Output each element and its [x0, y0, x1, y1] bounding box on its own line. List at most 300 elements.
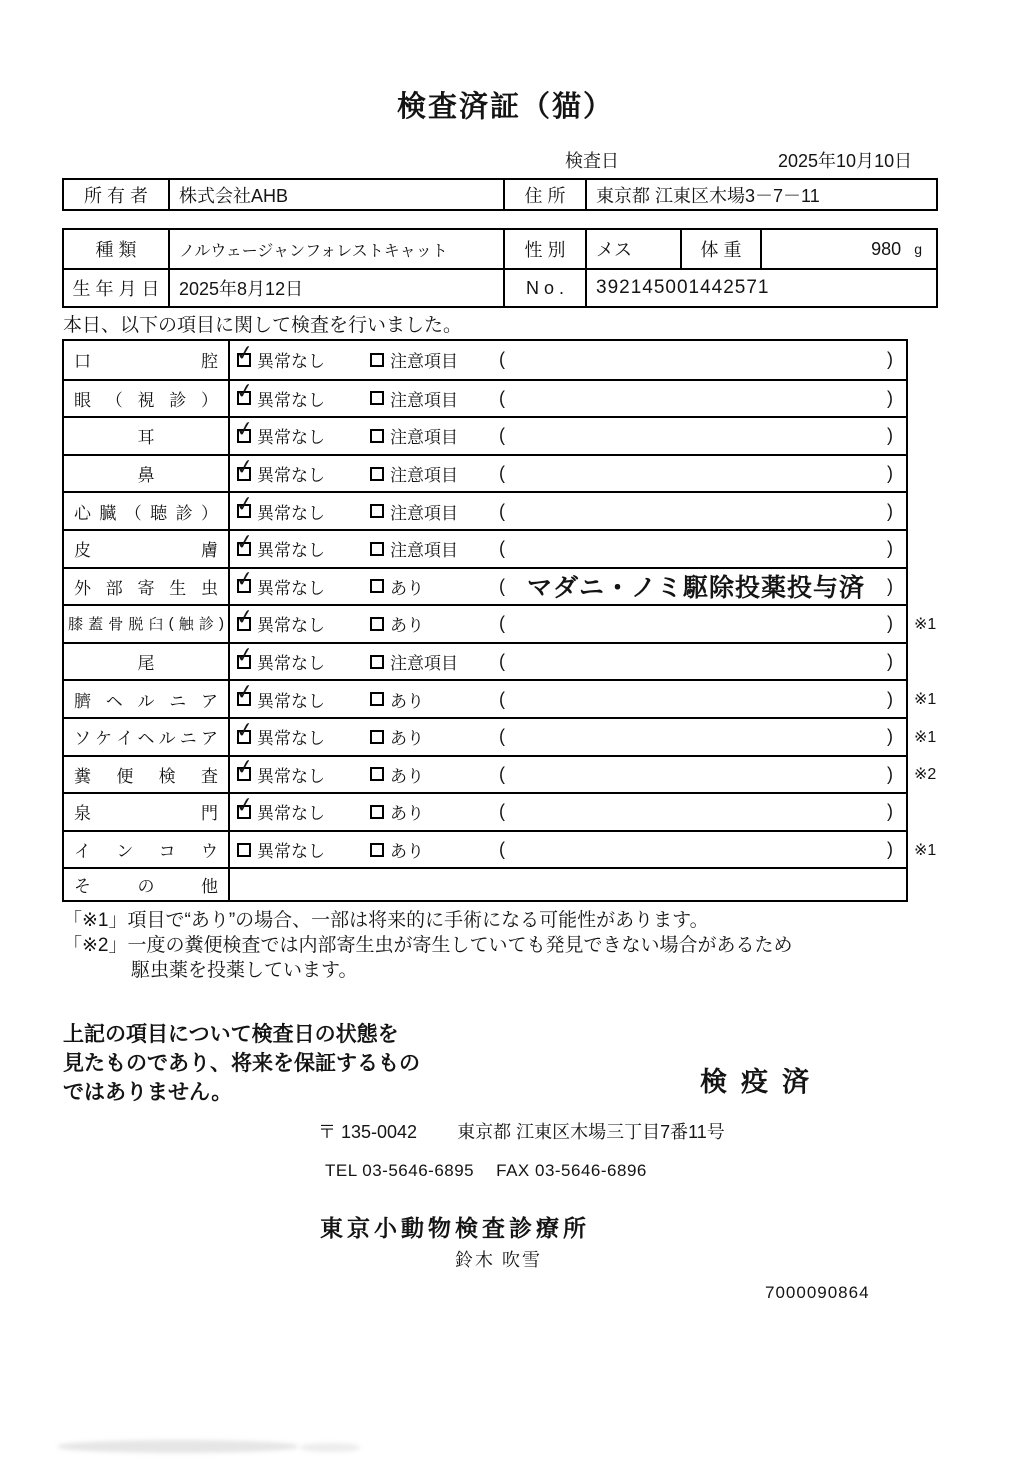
paren-close: )	[887, 349, 893, 370]
paren-close: )	[887, 575, 893, 596]
paren-open: (	[499, 575, 505, 596]
exam-item-name-char: 診	[169, 390, 187, 410]
normal-checkbox-group	[234, 604, 370, 636]
weight-value: 980	[871, 238, 902, 259]
exam-item-name-char: ヘ	[137, 729, 155, 749]
serial-number: 7000090864	[765, 1283, 870, 1302]
secondary-checkbox-group	[370, 649, 499, 674]
paren-close: )	[887, 839, 893, 860]
clinic-postal-line	[318, 1118, 725, 1144]
checkmark-icon: ✓	[234, 642, 256, 668]
no-label: No.	[525, 277, 569, 298]
paren-open: (	[499, 651, 505, 672]
disclaimer-line-1: 上記の項目について検査日の状態を	[63, 1023, 399, 1046]
secondary-checkbox	[370, 655, 384, 669]
secondary-checkbox-group	[370, 536, 499, 561]
exam-item-name-char: 部	[105, 578, 123, 598]
exam-item-name-char: 泉	[74, 804, 91, 824]
owner-table	[62, 178, 938, 211]
exam-item-name-char: 眼	[74, 390, 91, 410]
exam-item-name-char: ケ	[95, 729, 113, 749]
secondary-checkbox	[370, 429, 384, 443]
normal-checkbox	[234, 792, 256, 819]
normal-checkbox-label: 異常なし	[257, 541, 325, 561]
paren-open: (	[499, 688, 505, 709]
normal-checkbox	[234, 379, 256, 405]
no-value-cell	[587, 270, 936, 306]
exam-item-name-char: 診	[198, 616, 214, 634]
exam-item-name-char: 便	[116, 766, 134, 786]
exam-item-name-char: ）	[200, 503, 218, 523]
secondary-checkbox	[370, 391, 384, 405]
animal-table-row-1	[64, 230, 936, 268]
remark-area	[499, 501, 906, 522]
address-label: 住所	[524, 185, 571, 206]
normal-checkbox-label: 異常なし	[257, 654, 325, 674]
normal-checkbox-group	[234, 680, 370, 712]
secondary-checkbox-label: あり	[390, 691, 424, 711]
exam-item-name-char: 聴	[150, 503, 168, 523]
secondary-checkbox-label: 注意項目	[390, 428, 458, 448]
normal-checkbox-label: 異常なし	[257, 578, 325, 598]
remark-area	[499, 839, 906, 860]
exam-item-name-char: 蓋	[88, 616, 104, 634]
exam-row-body	[230, 569, 906, 605]
exam-table	[62, 339, 937, 902]
paren-open: (	[499, 613, 505, 634]
exam-item-name-char: 検	[158, 766, 176, 786]
normal-checkbox-group	[234, 492, 370, 524]
secondary-checkbox-group	[370, 386, 499, 411]
secondary-checkbox-group	[370, 762, 499, 787]
breed-label-cell	[64, 230, 170, 268]
scan-artifact	[58, 1440, 298, 1453]
paren-close: )	[887, 651, 893, 672]
breed-label: 種類	[95, 240, 142, 260]
exam-row	[64, 341, 906, 379]
exam-item-name	[64, 569, 230, 605]
exam-item-name-char: 視	[137, 390, 155, 410]
exam-item-name-char: 脱	[128, 616, 144, 634]
quarantine-stamp: 検疫済	[700, 1067, 823, 1097]
checkmark-icon: ✓	[234, 755, 256, 781]
exam-row-body	[230, 832, 906, 868]
normal-checkbox-label: 異常なし	[257, 466, 325, 486]
secondary-checkbox-label: 注意項目	[390, 654, 458, 674]
checkmark-icon: ✓	[234, 454, 256, 480]
exam-item-name-char: 膚	[201, 541, 218, 561]
address-label-cell	[505, 180, 587, 209]
paren-close: )	[887, 801, 893, 822]
breed-value-cell	[170, 230, 505, 268]
normal-checkbox-group	[234, 416, 370, 448]
secondary-checkbox	[370, 353, 384, 367]
paren-close: )	[887, 387, 893, 408]
address-value: 東京都 江東区木場3－7－11	[596, 185, 820, 206]
exam-row-body	[230, 531, 906, 567]
weight-label: 体重	[700, 240, 747, 260]
weight-label-cell	[682, 230, 762, 268]
remark-area	[499, 568, 906, 604]
secondary-checkbox	[370, 730, 384, 744]
exam-item-name-char: ア	[200, 729, 218, 749]
normal-checkbox-label: 異常なし	[257, 616, 325, 636]
exam-item-name-char: 診	[175, 503, 193, 523]
exam-note: ※1	[914, 691, 937, 709]
exam-row	[64, 642, 906, 680]
sex-value: メス	[596, 240, 632, 260]
normal-checkbox-label: 異常なし	[257, 428, 325, 448]
checkmark-icon: ✓	[234, 680, 256, 706]
inspection-date-value: 2025年10月10日	[778, 151, 913, 171]
exam-item-name-char: （	[105, 390, 123, 410]
birth-value-cell	[170, 270, 505, 306]
exam-item-name	[64, 832, 230, 868]
exam-item-name-char: (	[168, 615, 174, 633]
exam-item-name-char: 膝	[68, 616, 84, 634]
exam-item-name-char: ン	[116, 842, 134, 862]
secondary-checkbox-group	[370, 574, 499, 599]
exam-item-name	[64, 606, 230, 642]
normal-checkbox	[237, 843, 251, 857]
exam-item-name-char: 寄	[137, 578, 155, 598]
exam-row	[64, 717, 937, 755]
owner-label: 所有者	[84, 185, 153, 206]
footnote-1: 「※1」項目で“あり”の場合、一部は将来的に手術になる可能性があります。	[63, 910, 709, 931]
checkmark-icon: ✓	[234, 492, 256, 518]
normal-checkbox-group	[234, 529, 370, 561]
paren-open: (	[499, 349, 505, 370]
checkmark-icon: ✓	[234, 416, 256, 443]
exam-item-name-char: 生	[169, 578, 187, 598]
no-label-cell	[505, 270, 587, 306]
remark-area	[499, 801, 906, 822]
owner-value: 株式会社AHB	[179, 185, 289, 206]
exam-item-name-char: 心	[74, 503, 91, 523]
exam-item-name-char: 耳	[137, 428, 155, 448]
veterinarian-name: 鈴木 吹雪	[455, 1250, 543, 1270]
exam-item-name	[64, 794, 230, 830]
clinic-address: 東京都 江東区木場三丁目7番11号	[457, 1122, 725, 1142]
exam-item-name-char: 糞	[74, 766, 91, 786]
exam-item-name-char: 口	[74, 352, 91, 372]
remark-area	[499, 689, 906, 710]
exam-item-name-char: ル	[158, 729, 176, 749]
paren-close: )	[887, 500, 893, 521]
sex-label-cell	[505, 230, 587, 268]
normal-checkbox-label: 異常なし	[257, 503, 325, 523]
exam-item-name-char: 臍	[74, 691, 91, 711]
secondary-checkbox-group	[370, 347, 499, 372]
remark-area	[499, 726, 906, 747]
exam-item-name	[64, 719, 230, 755]
exam-row	[64, 755, 937, 793]
normal-checkbox	[234, 416, 256, 443]
exam-item-name-char: )	[218, 615, 224, 633]
page-title: 検査済証（猫）	[396, 91, 614, 123]
exam-item-name-char: 査	[200, 766, 218, 786]
exam-item-name-char: イ	[116, 729, 134, 749]
checkmark-icon: ✓	[234, 604, 256, 631]
exam-row-body	[230, 869, 906, 900]
exam-item-name-char: ソ	[74, 729, 91, 749]
paren-close: )	[887, 688, 893, 709]
no-value: 392145001442571	[596, 277, 770, 298]
secondary-checkbox-label: あり	[390, 804, 424, 824]
normal-checkbox-label: 異常なし	[257, 804, 325, 824]
birth-value: 2025年8月12日	[179, 279, 304, 299]
exam-note: ※1	[914, 841, 937, 859]
paren-open: (	[499, 500, 505, 521]
checkmark-icon: ✓	[234, 379, 256, 405]
exam-item-name-char: 外	[74, 578, 91, 598]
remark-area	[499, 349, 906, 370]
secondary-checkbox-label: あり	[390, 578, 424, 598]
secondary-checkbox	[370, 504, 384, 518]
exam-row-body	[230, 757, 906, 793]
secondary-checkbox-label: 注意項目	[390, 352, 458, 372]
exam-item-name-char: （	[124, 503, 142, 523]
sex-value-cell	[587, 230, 682, 268]
exam-item-name	[64, 341, 230, 379]
exam-item-name-char: 鼻	[137, 466, 155, 486]
paren-close: )	[887, 425, 893, 446]
secondary-checkbox-label: あり	[390, 766, 424, 786]
exam-item-name-char: 他	[201, 877, 218, 897]
remark-area	[499, 425, 906, 446]
exam-item-name-char: コ	[158, 842, 176, 862]
paren-open: (	[499, 538, 505, 559]
normal-checkbox	[234, 717, 256, 744]
normal-checkbox-group	[234, 792, 370, 824]
normal-checkbox-group	[234, 567, 370, 599]
exam-item-name-char: ア	[201, 691, 218, 711]
secondary-checkbox-group	[370, 837, 499, 862]
normal-checkbox	[234, 567, 256, 593]
normal-checkbox	[234, 454, 256, 481]
exam-item-name-char: ニ	[169, 691, 187, 711]
secondary-checkbox-label: 注意項目	[390, 503, 458, 523]
birth-label: 生年月日	[72, 279, 165, 299]
exam-row	[64, 867, 906, 900]
exam-row-body	[230, 644, 906, 680]
footnote-2-continued: 駆虫薬を投薬しています。	[131, 960, 358, 981]
remark-area	[499, 463, 906, 484]
exam-item-name-char: 尾	[137, 654, 155, 674]
exam-row	[64, 454, 906, 492]
secondary-checkbox	[370, 843, 384, 857]
normal-checkbox-label: 異常なし	[257, 352, 325, 372]
normal-checkbox-group	[234, 717, 370, 749]
secondary-checkbox-group	[370, 461, 499, 486]
secondary-checkbox-label: あり	[390, 616, 424, 636]
breed-value: ノルウェージャンフォレストキャット	[179, 242, 448, 260]
normal-checkbox-group	[237, 837, 370, 862]
normal-checkbox	[234, 755, 256, 781]
normal-checkbox-group	[234, 340, 370, 372]
birth-label-cell	[64, 270, 170, 306]
exam-item-name-char: ウ	[200, 842, 218, 862]
exam-item-name-char: 門	[201, 804, 218, 824]
paren-open: (	[499, 839, 505, 860]
exam-row-body	[230, 493, 906, 529]
remark-area	[499, 538, 906, 559]
normal-checkbox-label: 異常なし	[257, 729, 325, 749]
exam-note: ※1	[914, 728, 937, 746]
secondary-checkbox	[370, 542, 384, 556]
exam-item-name-char: 腔	[201, 352, 218, 372]
footnotes	[63, 908, 793, 983]
exam-row-body	[230, 456, 906, 492]
normal-checkbox-group	[234, 642, 370, 674]
paren-close: )	[887, 726, 893, 747]
exam-row-body	[230, 381, 906, 417]
clinic-fax: FAX 03-5646-6896	[496, 1161, 647, 1180]
exam-item-name	[64, 381, 230, 417]
exam-note: ※1	[914, 615, 937, 633]
exam-item-name-char: 骨	[108, 616, 124, 634]
clinic-name: 東京小動物検査診療所	[320, 1215, 590, 1241]
normal-checkbox	[234, 680, 256, 706]
clinic-tel-line	[325, 1161, 647, 1181]
paren-close: )	[887, 463, 893, 484]
exam-item-name-char: 臼	[148, 616, 164, 634]
normal-checkbox	[234, 642, 256, 669]
exam-row-body	[230, 794, 906, 830]
paren-open: (	[499, 387, 505, 408]
secondary-checkbox-group	[370, 423, 499, 448]
exam-row-body	[230, 418, 906, 454]
normal-checkbox-group	[234, 755, 370, 787]
scan-artifact	[300, 1443, 360, 1452]
disclaimer	[63, 1020, 420, 1107]
secondary-checkbox-label: あり	[390, 842, 424, 862]
exam-item-name-char: 臓	[99, 503, 117, 523]
paren-open: (	[499, 425, 505, 446]
exam-item-name	[64, 681, 230, 717]
exam-item-name-char: ル	[137, 691, 155, 711]
remark-area	[499, 764, 906, 785]
exam-row	[64, 792, 906, 830]
disclaimer-line-3: ではありません。	[63, 1081, 233, 1104]
exam-row	[64, 379, 906, 417]
normal-checkbox-group	[234, 454, 370, 486]
exam-row	[64, 491, 906, 529]
footnote-2: 「※2」一度の糞便検査では内部寄生虫が寄生していても発見できない場合があるため	[63, 935, 793, 956]
secondary-checkbox-group	[370, 611, 499, 636]
exam-row	[64, 679, 937, 717]
animal-table-row-2	[64, 268, 936, 306]
exam-item-name	[64, 418, 230, 454]
exam-item-name	[64, 493, 230, 529]
exam-item-name	[64, 869, 230, 900]
owner-value-cell	[170, 180, 505, 209]
paren-close: )	[887, 613, 893, 634]
secondary-checkbox	[370, 767, 384, 781]
owner-label-cell	[64, 180, 170, 209]
secondary-checkbox	[370, 579, 384, 593]
remark-area	[499, 388, 906, 409]
sex-label: 性別	[524, 240, 571, 260]
exam-row-body	[230, 719, 906, 755]
secondary-checkbox-group	[370, 687, 499, 712]
exam-item-name	[64, 456, 230, 492]
remark-area	[499, 651, 906, 672]
remark-area	[499, 613, 906, 634]
exam-item-name-char: ヘ	[105, 691, 123, 711]
checkmark-icon: ✓	[234, 529, 256, 555]
paren-open: (	[499, 763, 505, 784]
normal-checkbox	[234, 340, 256, 367]
inspection-date-label: 検査日	[565, 151, 619, 171]
exam-item-name-char: 皮	[74, 541, 91, 561]
paren-open: (	[499, 726, 505, 747]
secondary-checkbox	[370, 805, 384, 819]
secondary-checkbox-label: あり	[390, 729, 424, 749]
exam-item-name-char: 触	[178, 616, 194, 634]
paren-close: )	[887, 538, 893, 559]
exam-item-name-char: の	[137, 877, 155, 897]
exam-note: ※2	[914, 766, 937, 784]
secondary-checkbox-group	[370, 724, 499, 749]
weight-value-cell	[762, 230, 936, 268]
normal-checkbox	[234, 604, 256, 631]
secondary-checkbox-label: 注意項目	[390, 541, 458, 561]
exam-row	[64, 604, 937, 642]
exam-row-body	[230, 341, 906, 379]
exam-item-name-char: イ	[74, 842, 91, 862]
disclaimer-line-2: 見たものであり、将来を保証するもの	[63, 1052, 420, 1075]
checkmark-icon: ✓	[234, 340, 256, 366]
exam-row-body	[230, 606, 906, 642]
exam-row	[64, 830, 937, 868]
exam-item-name-char: そ	[74, 877, 91, 897]
normal-checkbox-label: 異常なし	[257, 842, 325, 862]
postal-code: 〒 135-0042	[318, 1122, 418, 1142]
exam-row-body	[230, 681, 906, 717]
secondary-checkbox-group	[370, 499, 499, 524]
exam-remark: マダニ・ノミ駆除投薬投与済	[526, 574, 865, 603]
exam-item-name	[64, 644, 230, 680]
secondary-checkbox	[370, 692, 384, 706]
normal-checkbox	[234, 529, 256, 556]
secondary-checkbox	[370, 467, 384, 481]
address-value-cell	[587, 180, 936, 209]
checkmark-icon: ✓	[234, 567, 256, 593]
normal-checkbox-group	[234, 379, 370, 411]
secondary-checkbox-group	[370, 799, 499, 824]
exam-row	[64, 416, 906, 454]
secondary-checkbox	[370, 617, 384, 631]
weight-unit: g	[914, 241, 922, 257]
exam-item-name-char: 虫	[201, 578, 218, 598]
secondary-checkbox-label: 注意項目	[390, 390, 458, 410]
animal-table	[62, 228, 938, 308]
exam-row	[64, 567, 906, 605]
paren-close: )	[887, 763, 893, 784]
paren-open: (	[499, 463, 505, 484]
exam-item-name-char: ニ	[179, 729, 197, 749]
exam-item-name	[64, 757, 230, 793]
checkmark-icon: ✓	[234, 792, 256, 819]
normal-checkbox-label: 異常なし	[257, 766, 325, 786]
paren-open: (	[499, 801, 505, 822]
normal-checkbox-label: 異常なし	[257, 691, 325, 711]
exam-item-name	[64, 531, 230, 567]
exam-item-name-char: ）	[201, 390, 218, 410]
clinic-tel: TEL 03-5646-6895	[325, 1161, 475, 1180]
secondary-checkbox-label: 注意項目	[390, 466, 458, 486]
